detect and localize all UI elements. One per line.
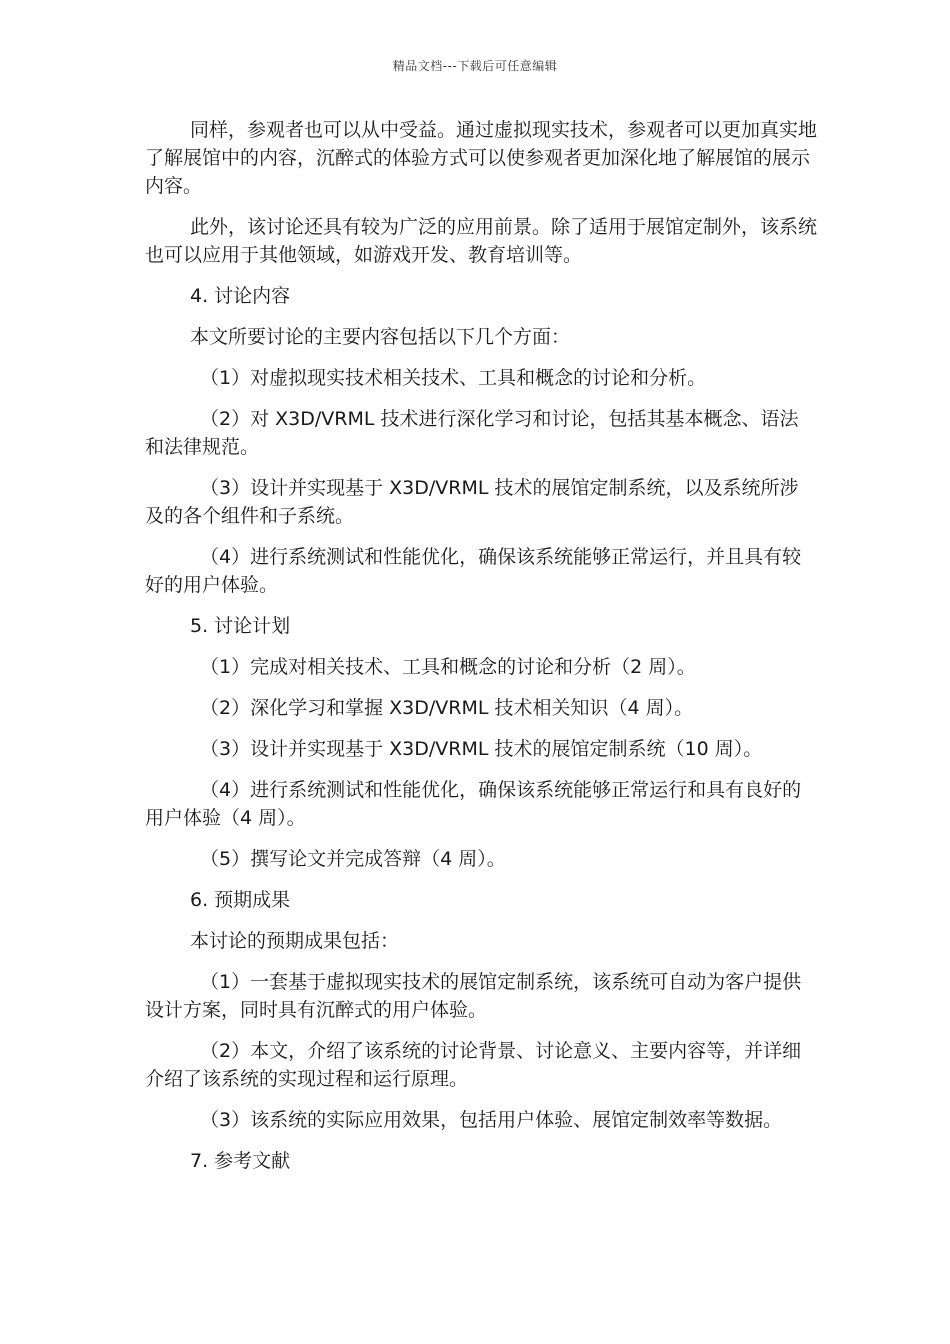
list-item: （1）对虚拟现实技术相关技术、工具和概念的讨论和分析。 — [200, 367, 707, 389]
list-item: （5）撰写论文并完成答辩（4 周）。 — [200, 848, 506, 870]
section-heading: 6. 预期成果 — [190, 889, 291, 911]
list-item: （3）该系统的实际应用效果，包括用户体验、展馆定制效率等数据。 — [200, 1109, 783, 1131]
section-intro: 本讨论的预期成果包括： — [190, 930, 400, 952]
list-item: （2）对 X3D/VRML 技术进行深化学习和讨论，包括其基本概念、语法和法律规范。 — [145, 408, 799, 458]
list-item: （1）完成对相关技术、工具和概念的讨论和分析（2 周）。 — [200, 656, 696, 678]
document-body — [145, 116, 817, 1188]
section-heading: 5. 讨论计划 — [190, 615, 291, 637]
section-intro: 本文所要讨论的主要内容包括以下几个方面： — [190, 326, 571, 348]
list-item: （2）深化学习和掌握 X3D/VRML 技术相关知识（4 周）。 — [200, 697, 694, 719]
list-item: （3）设计并实现基于 X3D/VRML 技术的展馆定制系统（10 周）。 — [200, 738, 763, 760]
page-header: 精品文档---下载后可任意编辑 — [392, 59, 558, 73]
paragraph: 此外，该讨论还具有较为广泛的应用前景。除了适用于展馆定制外，该系统也可以应用于其他领域，如游戏开发、教育培训等。 — [145, 216, 818, 266]
list-item: （1）一套基于虚拟现实技术的展馆定制系统，该系统可自动为客户提供设计方案，同时具有沉醉式的用户体验。 — [145, 971, 802, 1021]
section-heading: 7. 参考文献 — [190, 1150, 291, 1172]
list-item: （3）设计并实现基于 X3D/VRML 技术的展馆定制系统，以及系统所涉及的各个组件和子系统。 — [145, 477, 799, 527]
list-item: （2）本文，介绍了该系统的讨论背景、讨论意义、主要内容等，并详细介绍了该系统的实现过程和运行原理。 — [145, 1040, 802, 1090]
list-item: （4）进行系统测试和性能优化，确保该系统能够正常运行和具有良好的用户体验（4 周）。 — [145, 779, 802, 829]
paragraph: 同样，参观者也可以从中受益。通过虚拟现实技术，参观者可以更加真实地了解展馆中的内容，沉醉式的体验方式可以使参观者更加深化地了解展馆的展示内容。 — [145, 119, 818, 197]
list-item: （4）进行系统测试和性能优化，确保该系统能够正常运行，并且具有较好的用户体验。 — [145, 546, 802, 596]
section-heading: 4. 讨论内容 — [190, 285, 291, 307]
